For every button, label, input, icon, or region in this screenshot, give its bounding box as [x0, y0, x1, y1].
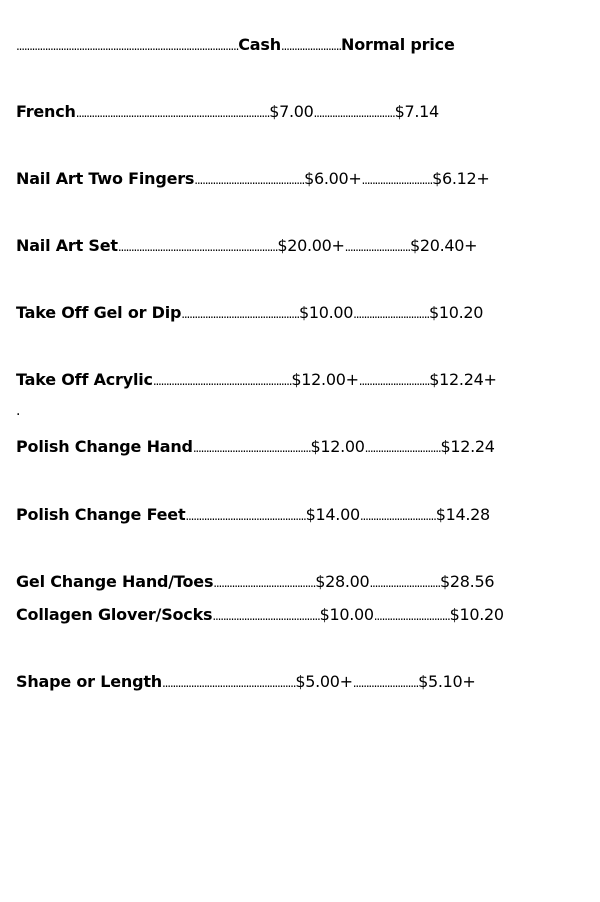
leader-dots: .....................................................................................	[16, 39, 239, 53]
service-name: Polish Change Feet	[16, 505, 186, 524]
service-name: French	[16, 102, 76, 121]
service-name: Gel Change Hand/Toes	[16, 572, 214, 591]
leader-dots: .............................	[373, 609, 450, 623]
leader-dots: ..........................................................................	[75, 106, 270, 120]
price-row-collagen-glover-socks	[16, 604, 504, 627]
normal-price: $7.14	[394, 102, 439, 121]
leader-dots: .......................	[280, 39, 342, 53]
service-name: Collagen Glover/Socks	[16, 605, 213, 624]
price-row-nail-art-set	[16, 235, 477, 258]
normal-price: $14.28	[435, 505, 490, 524]
price-row-french	[16, 101, 439, 124]
normal-price: $10.20	[428, 303, 484, 322]
leader-dots: ...........................	[358, 374, 430, 388]
leader-dots: .........................................	[212, 609, 320, 623]
leader-dots: .............................................................	[117, 240, 278, 254]
leader-dots: ...............................	[313, 106, 395, 120]
cash-price: $14.00	[305, 505, 360, 524]
normal-price: $12.24+	[429, 370, 497, 389]
service-name: Nail Art Two Fingers	[16, 169, 195, 188]
cash-price: $12.00	[310, 437, 365, 456]
service-name: Take Off Gel or Dip	[16, 303, 182, 322]
leader-dots: .............................................	[181, 307, 299, 321]
cash-price: $12.00+	[291, 370, 359, 389]
normal-price: $5.10+	[418, 672, 476, 691]
normal-price: $10.20	[449, 605, 504, 624]
leader-dots: ...........................	[361, 173, 433, 187]
leader-dots: .............................	[353, 307, 429, 321]
leader-dots: .........................	[344, 240, 410, 254]
leader-dots: .........................	[352, 676, 419, 690]
leader-dots: ..............................................	[185, 509, 306, 523]
leader-dots: ...........................	[369, 576, 441, 590]
price-row-nail-art-two-fingers	[16, 168, 490, 191]
leader-dots: .....................................................	[152, 374, 292, 388]
cash-price: $5.00+	[295, 672, 353, 691]
price-row-polish-change-hand	[16, 436, 495, 459]
price-row-shape-or-length	[16, 671, 476, 694]
cash-price: $10.00	[298, 303, 354, 322]
leader-dots: .............................	[359, 509, 436, 523]
price-row-gel-change-hand-toes	[16, 571, 494, 594]
service-name: Nail Art Set	[16, 236, 118, 255]
cash-price: $20.00+	[277, 236, 345, 255]
normal-price-column-header: Normal price	[341, 35, 455, 54]
price-row-polish-change-feet	[16, 504, 490, 527]
cash-column-header: Cash	[238, 35, 281, 54]
normal-price: $20.40+	[410, 236, 478, 255]
price-row-take-off-acrylic	[16, 369, 497, 392]
service-name: Shape or Length	[16, 672, 162, 691]
cash-price: $10.00	[319, 605, 374, 624]
leader-dots: .......................................	[213, 576, 316, 590]
leader-dots: ...................................................	[161, 676, 296, 690]
cash-price: $6.00+	[304, 169, 362, 188]
normal-price: $12.24	[440, 437, 495, 456]
price-row-take-off-gel-or-dip	[16, 302, 483, 325]
leader-dots: .............................	[364, 441, 441, 455]
service-name: Polish Change Hand	[16, 437, 193, 456]
service-name: Take Off Acrylic	[16, 370, 153, 389]
leader-dots: .............................................	[192, 441, 311, 455]
stray-period: .	[16, 403, 21, 419]
leader-dots: ..........................................	[194, 173, 305, 187]
cash-price: $7.00	[269, 102, 314, 121]
normal-price: $28.56	[440, 572, 495, 591]
cash-price: $28.00	[315, 572, 370, 591]
price-list-header	[16, 34, 455, 57]
normal-price: $6.12+	[432, 169, 490, 188]
